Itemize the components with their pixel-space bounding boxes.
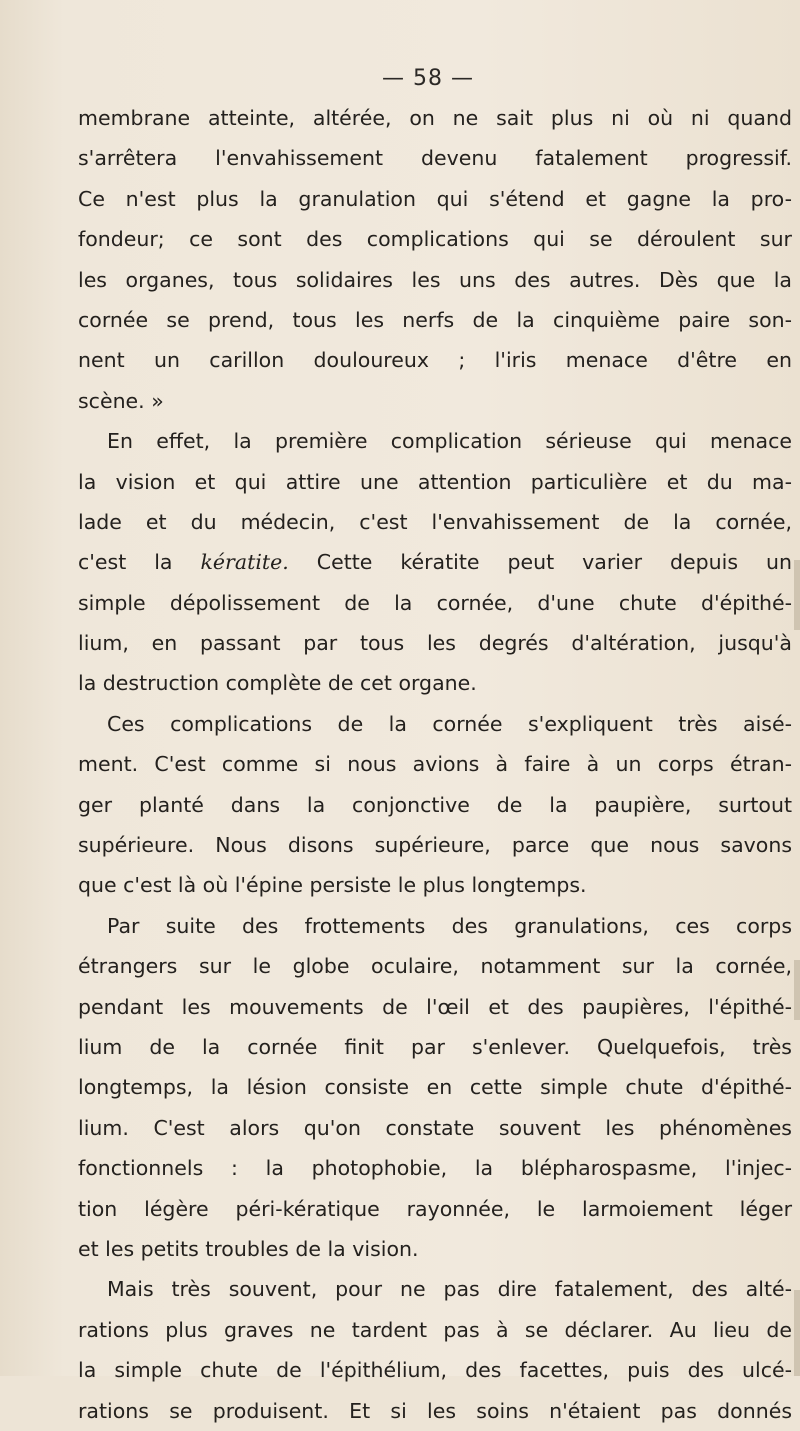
- text-line: ger planté dans la conjonctive de la paupière, surtout: [78, 792, 792, 817]
- text-line: supérieure. Nous disons supérieure, parce que nous savons: [78, 833, 792, 858]
- text-line: étrangers sur le globe oculaire, notamment sur la cornée,: [78, 954, 792, 979]
- text-line: la simple chute de l'épithélium, des facettes, puis des ulcé-: [78, 1358, 792, 1383]
- text-line: longtemps, la lésion consiste en cette simple chute d'épithé-: [78, 1075, 792, 1100]
- text-line: les organes, tous solidaires les uns des autres. Dès que la: [78, 267, 792, 292]
- page-edge-shadow: [794, 1290, 800, 1376]
- text-line: Ce n'est plus la granulation qui s'étend et gagne la pro-: [78, 186, 792, 211]
- text-line: rations plus graves ne tardent pas à se déclarer. Au lieu de: [78, 1317, 792, 1342]
- text-line: lium, en passant par tous les degrés d'altération, jusqu'à: [78, 631, 792, 656]
- text-line: la vision et qui attire une attention particulière et du ma-: [78, 469, 792, 494]
- body-text: [78, 98, 792, 1431]
- page-number: — 58 —: [382, 66, 474, 91]
- text-line: fondeur; ce sont des complications qui se déroulent sur: [78, 227, 792, 252]
- text-line: tion légère péri-kératique rayonnée, le larmoiement léger: [78, 1196, 792, 1221]
- page-edge-shadow: [794, 960, 800, 1020]
- text-line: pendant les mouvements de l'œil et des paupières, l'épithé-: [78, 994, 792, 1019]
- text-line: simple dépolissement de la cornée, d'une chute d'épithé-: [78, 590, 792, 615]
- text-line: s'arrêtera l'envahissement devenu fatalement progressif.: [78, 146, 792, 171]
- page-edge-shadow: [794, 560, 800, 630]
- text-line: lium. C'est alors qu'on constate souvent les phénomènes: [78, 1115, 792, 1140]
- text-line: fonctionnels : la photophobie, la blépharospasme, l'injec-: [78, 1156, 792, 1181]
- text-line: cornée se prend, tous les nerfs de la cinquième paire son-: [78, 307, 792, 332]
- text-line: Ces complications de la cornée s'expliquent très aisé-: [107, 711, 792, 736]
- text-line-with-italic: [78, 542, 792, 582]
- text-line: Par suite des frottements des granulations, ces corps: [107, 913, 792, 938]
- text-line: rations se produisent. Et si les soins n'étaient pas donnés: [78, 1398, 792, 1423]
- text-line: et les petits troubles de la vision.: [78, 1236, 419, 1261]
- text-line: scène. »: [78, 388, 164, 413]
- text-line: lade et du médecin, c'est l'envahissement de la cornée,: [78, 509, 792, 534]
- text-segment: Cette kératite peut varier depuis un: [316, 550, 792, 575]
- text-line: membrane atteinte, altérée, on ne sait plus ni où ni quand: [78, 106, 792, 130]
- text-line: Mais très souvent, pour ne pas dire fatalement, des alté-: [107, 1277, 792, 1302]
- text-line: nent un carillon douloureux ; l'iris menace d'être en: [78, 348, 792, 373]
- text-line: la destruction complète de cet organe.: [78, 671, 477, 696]
- text-line: lium de la cornée finit par s'enlever. Quelquefois, très: [78, 1034, 792, 1059]
- italic-term: kératite.: [200, 550, 289, 575]
- text-segment: c'est la: [78, 550, 173, 575]
- text-line: ment. C'est comme si nous avions à faire à un corps étran-: [78, 752, 792, 777]
- text-line: que c'est là où l'épine persiste le plus longtemps.: [78, 873, 587, 898]
- text-line: En effet, la première complication sérieuse qui menace: [107, 429, 792, 454]
